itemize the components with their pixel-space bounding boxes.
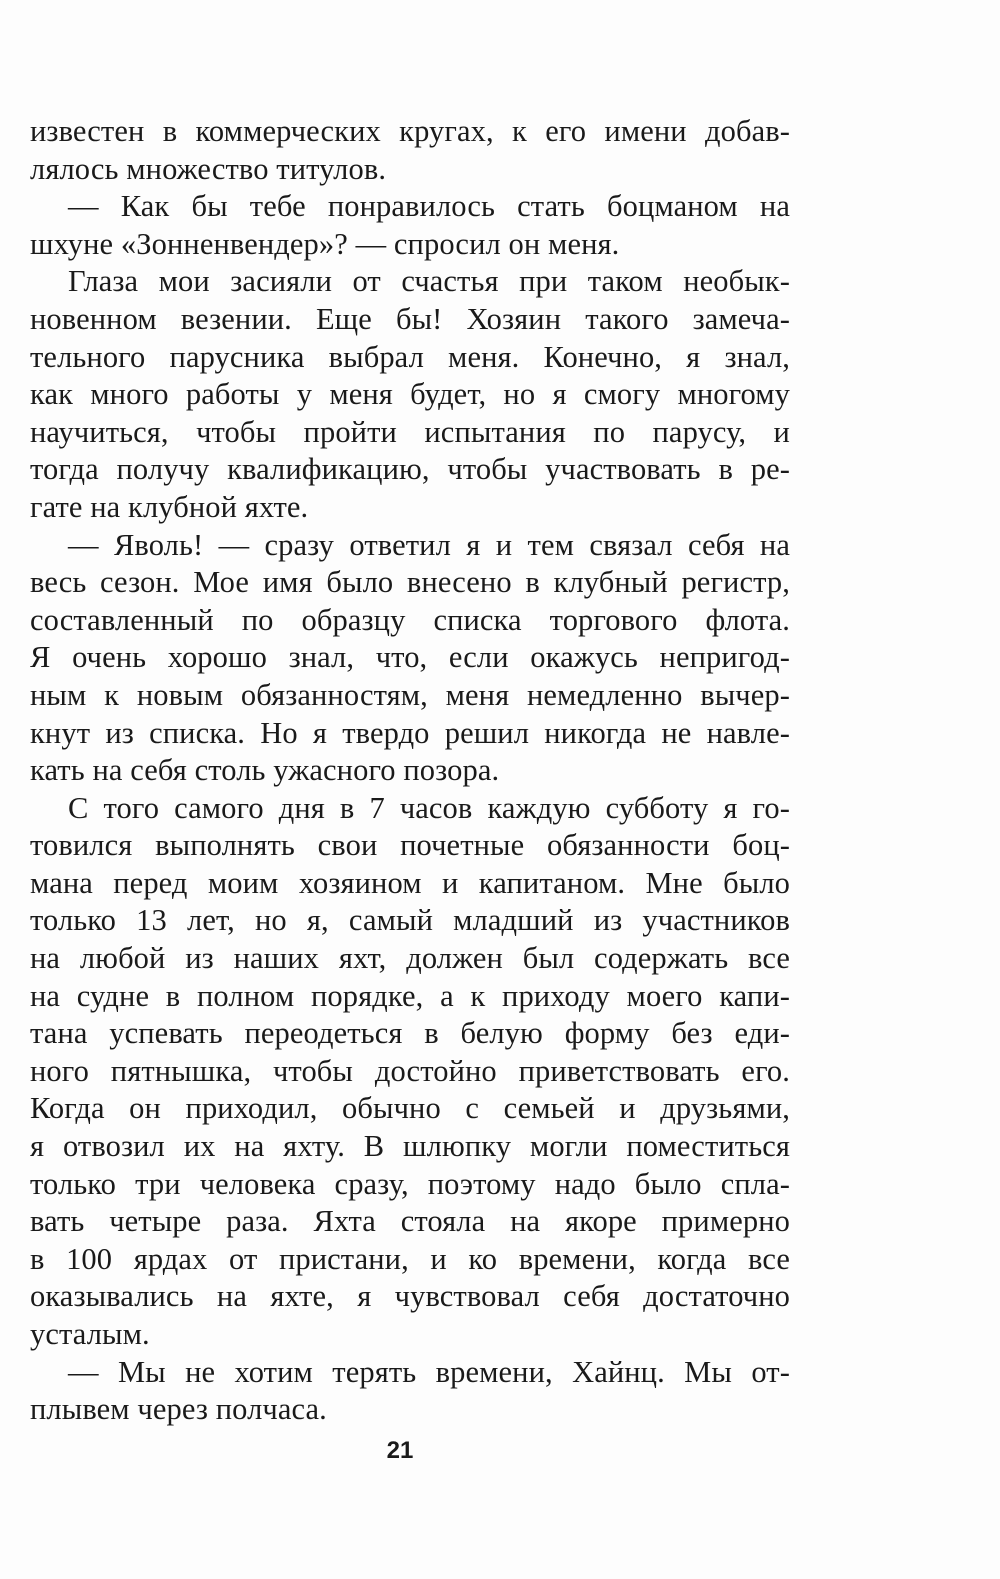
text-line: только 13 лет, но я, самый младший из участников: [30, 903, 790, 938]
text-line: тогда получу квалификацию, чтобы участвовать в ре-: [30, 452, 790, 487]
text-line: Глаза мои засияли от счастья при таком необык-: [68, 264, 790, 299]
text-line: лялось множество титулов.: [30, 151, 387, 186]
text-line: Я очень хорошо знал, что, если окажусь непригод-: [30, 640, 790, 675]
text-line: — Мы не хотим терять времени, Хайнц. Мы от-: [68, 1354, 790, 1389]
text-line: С того самого дня в 7 часов каждую субботу я го-: [68, 790, 790, 825]
text-line: на судне в полном порядке, а к приходу моего капи-: [30, 978, 790, 1013]
page-number: 21: [386, 1437, 414, 1464]
text-line: весь сезон. Мое имя было внесено в клубный регистр,: [30, 565, 790, 600]
text-line: гате на клубной яхте.: [30, 489, 309, 524]
text-line: известен в коммерческих кругах, к его имени добав-: [30, 114, 790, 148]
text-line: Когда он приходил, обычно с семьей и друзьями,: [30, 1091, 790, 1126]
text-line: ным к новым обязанностям, меня немедленно вычер-: [30, 677, 790, 712]
text-line: научиться, чтобы пройти испытания по парусу, и: [30, 414, 790, 449]
text-line: кать на себя столь ужасного позора.: [30, 753, 500, 788]
text-line: составленный по образцу списка торгового флота.: [30, 602, 790, 637]
text-line: вать четыре раза. Яхта стояла на якоре примерно: [30, 1204, 790, 1239]
body-text: [30, 113, 790, 1429]
text-line: кнут из списка. Но я твердо решил никогда не навле-: [30, 715, 790, 750]
text-line: только три человека сразу, поэтому надо было спла-: [30, 1166, 790, 1201]
text-line: усталым.: [30, 1317, 150, 1351]
text-line: тельного парусника выбрал меня. Конечно, я знал,: [30, 339, 790, 374]
text-line: новенном везении. Еще бы! Хозяин такого замеча-: [30, 301, 790, 336]
text-line: на любой из наших яхт, должен был содержать все: [30, 941, 790, 976]
text-line: — Яволь! — сразу ответил я и тем связал себя на: [68, 527, 790, 562]
text-line: я отвозил их на яхту. В шлюпку могли поместиться: [30, 1129, 790, 1164]
text-line: шхуне «Зонненвендер»? — спросил он меня.: [30, 226, 620, 261]
text-line: как много работы у меня будет, но я смогу многому: [30, 377, 790, 412]
text-line: тана успевать переодеться в белую форму без еди-: [30, 1016, 790, 1051]
text-line: плывем через полчаса.: [30, 1392, 327, 1427]
text-line: — Как бы тебе понравилось стать боцманом на: [68, 189, 790, 224]
text-line: ного пятнышка, чтобы достойно приветствовать его.: [30, 1053, 790, 1088]
text-line: в 100 ярдах от пристани, и ко времени, когда все: [30, 1241, 790, 1276]
text-line: мана перед моим хозяином и капитаном. Мне было: [30, 865, 790, 900]
text-line: оказывались на яхте, я чувствовал себя достаточно: [30, 1279, 790, 1314]
text-line: товился выполнять свои почетные обязанности боц-: [30, 828, 790, 863]
